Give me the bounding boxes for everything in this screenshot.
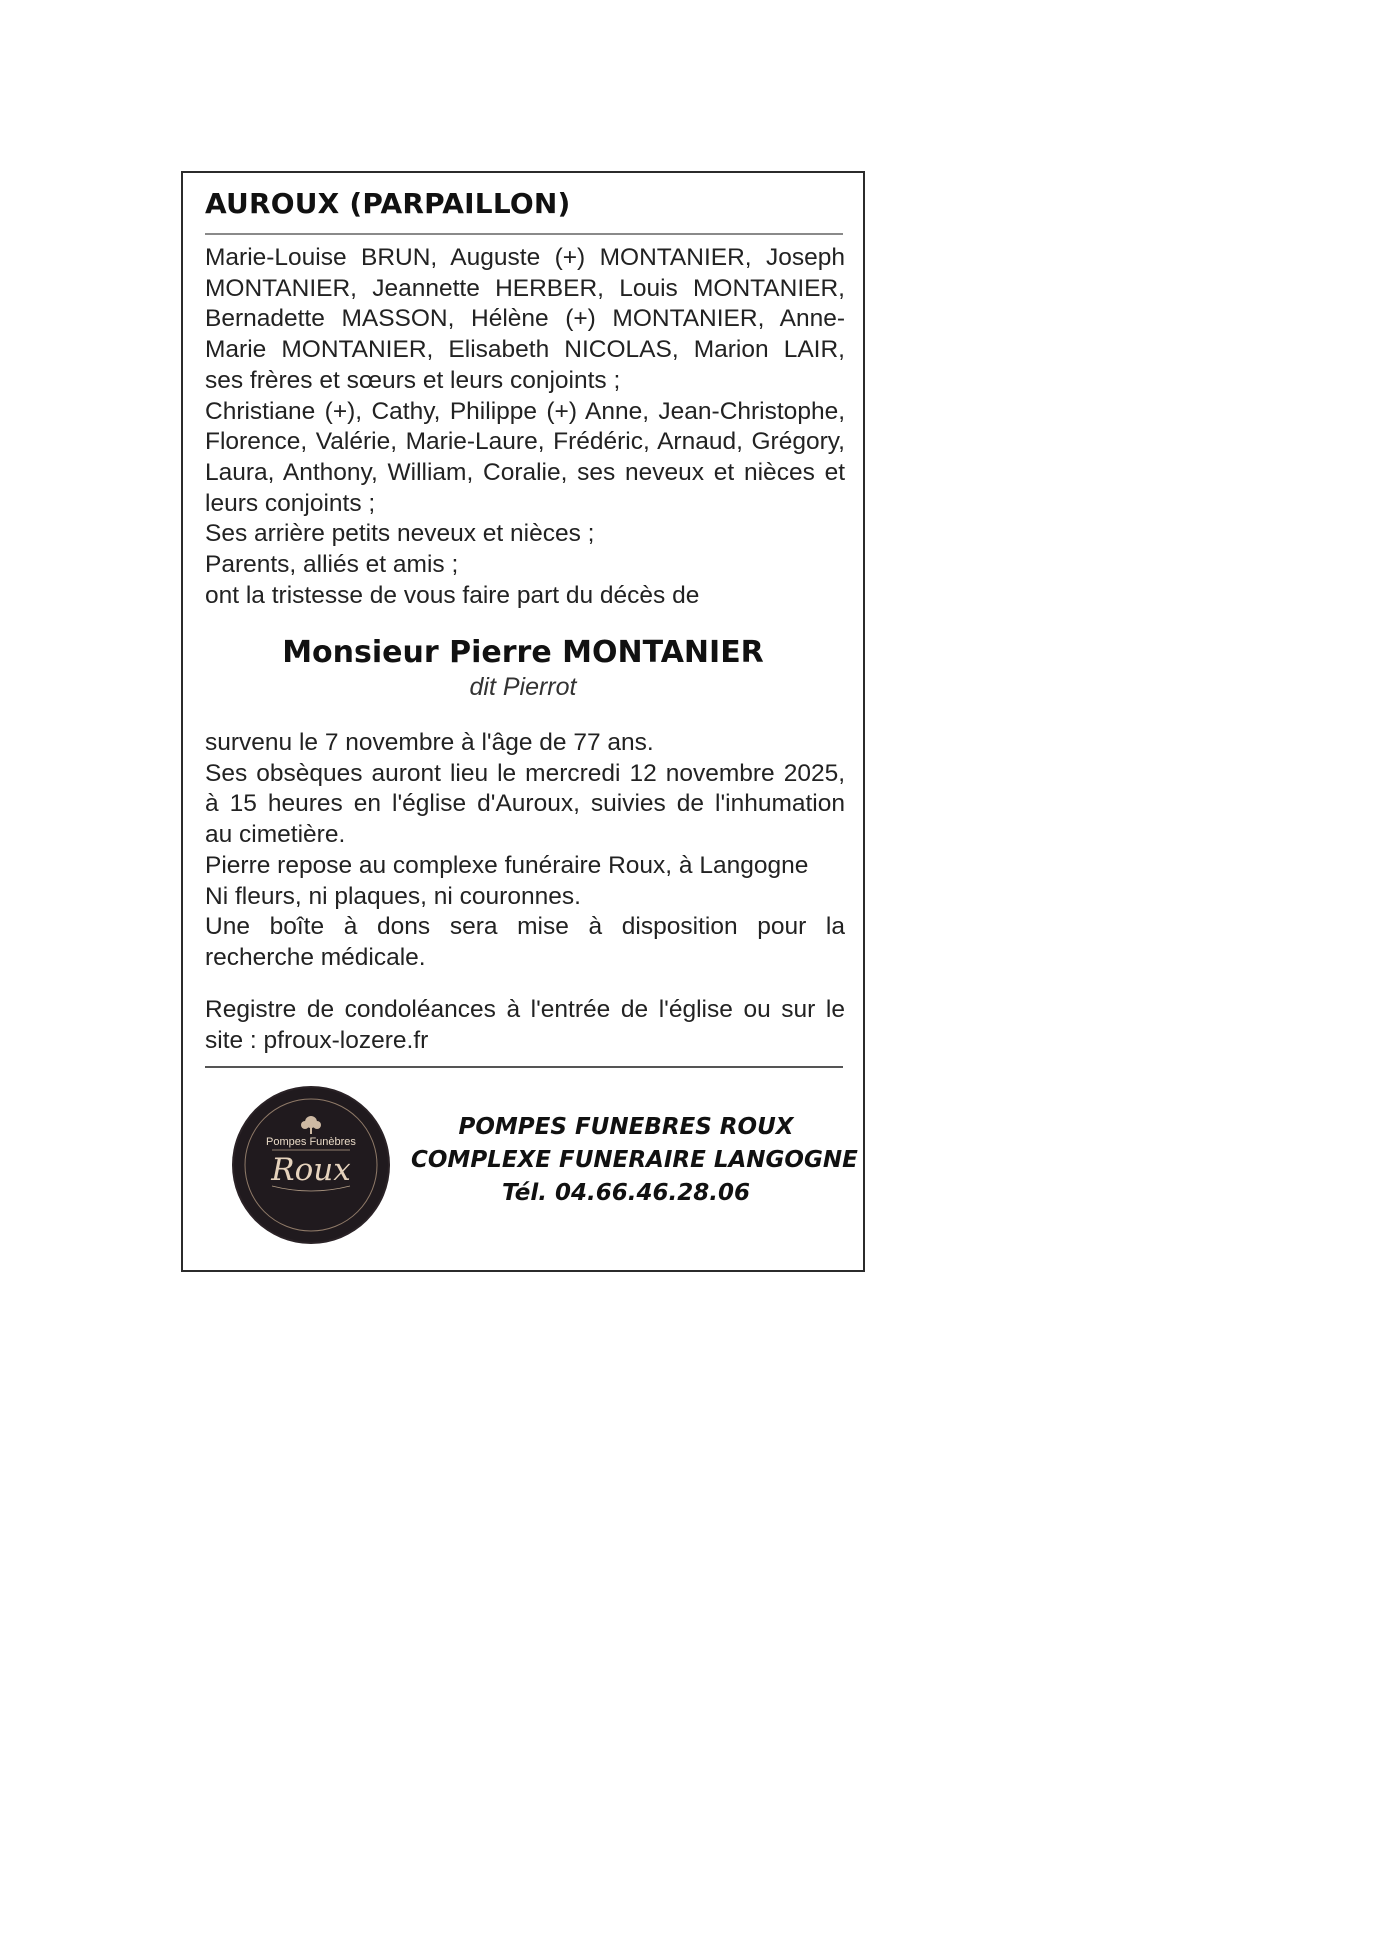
heading-divider xyxy=(205,233,843,235)
deceased-nickname: dit Pierrot xyxy=(469,673,577,701)
family-paragraph-nephews: Christiane (+), Cathy, Philippe (+) Anne, Jean-Christophe, Florence, Valérie, Marie-Laure, Frédéric, Arnaud, Grégory, Laura, Anthony, William, Coralie, ses neveux et nièces et leurs conjoints ; xyxy=(205,397,845,517)
condolence-registry xyxy=(205,995,845,1056)
company-name: POMPES FUNEBRES ROUX xyxy=(458,1114,794,1140)
details-no-flowers: Ni fleurs, ni plaques, ni couronnes. xyxy=(205,882,581,910)
family-paragraph-relatives: Parents, alliés et amis ; xyxy=(205,551,459,579)
company-phone: Tél. 04.66.46.28.06 xyxy=(502,1180,750,1206)
funeral-details xyxy=(205,728,845,974)
funeral-home-logo xyxy=(234,1088,388,1242)
registry-text: Registre de condoléances à l'entrée de l'église ou sur le site : pfroux-lozere.fr xyxy=(205,996,845,1054)
obituary-notice xyxy=(181,171,865,1272)
footer-divider xyxy=(205,1066,843,1068)
company-complex: COMPLEXE FUNERAIRE LANGOGNE xyxy=(411,1147,858,1173)
family-announcement xyxy=(205,243,845,611)
logo-script-text: Roux xyxy=(271,1152,351,1188)
family-paragraph-grand-nephews: Ses arrière petits neveux et nièces ; xyxy=(205,520,595,548)
family-paragraph-announcement: ont la tristesse de vous faire part du décès de xyxy=(205,581,700,609)
tree-icon xyxy=(301,1116,321,1134)
notice-heading: AUROUX (PARPAILLON) xyxy=(205,187,571,220)
details-death-date: survenu le 7 novembre à l'âge de 77 ans. xyxy=(205,729,654,756)
details-ceremony: Ses obsèques auront lieu le mercredi 12 novembre 2025, à 15 heures en l'église d'Auroux, suivies de l'inhumation au cimetière. xyxy=(205,759,845,849)
family-paragraph-siblings: Marie-Louise BRUN, Auguste (+) MONTANIER, Joseph MONTANIER, Jeannette HERBER, Louis MONTANIER, Bernadette MASSON, Hélène (+) MONTANIER, Anne-Marie MONTANIER, Elisabeth NICOLAS, Marion LAIR, ses frères et sœurs et leurs conjoints ; xyxy=(205,244,845,394)
details-donations: Une boîte à dons sera mise à disposition pour la recherche médicale. xyxy=(205,913,845,971)
details-repose: Pierre repose au complexe funéraire Roux, à Langogne xyxy=(205,851,809,879)
deceased-name: Monsieur Pierre MONTANIER xyxy=(282,635,764,670)
company-info xyxy=(411,1111,858,1210)
logo-top-text: Pompes Funèbres xyxy=(266,1136,356,1148)
